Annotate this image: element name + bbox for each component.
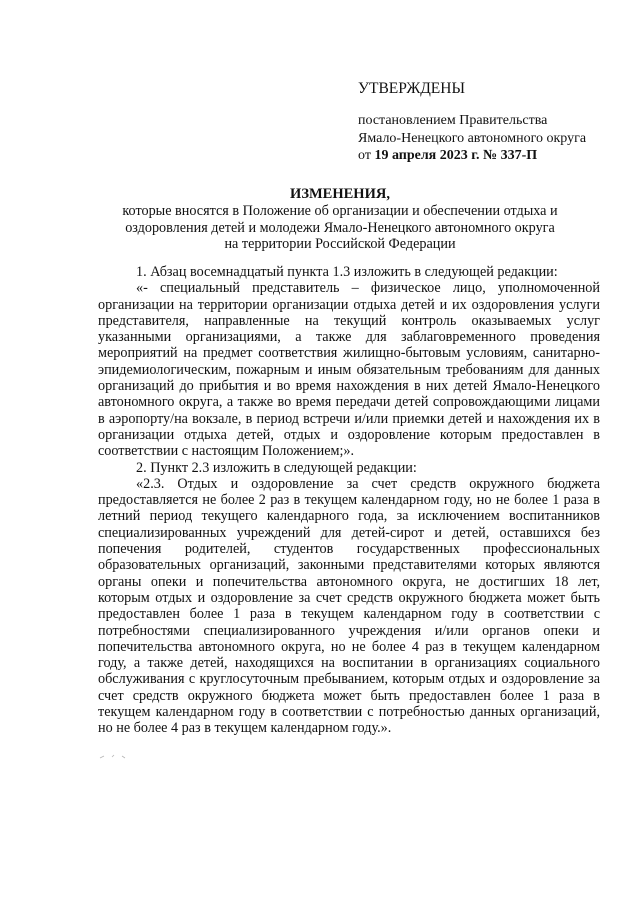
approval-date-line	[358, 147, 618, 165]
heading-line-2: оздоровления детей и молодежи Ямало-Ненецкого автономного округа	[125, 219, 555, 236]
approval-date: 19 апреля 2023 г. № 337-П	[374, 148, 538, 163]
document-heading	[80, 186, 600, 253]
approval-title: УТВЕРЖДЕНЫ	[358, 80, 465, 97]
document-body	[98, 264, 600, 737]
paragraph-4: «2.3. Отдых и оздоровление за счет средств окружного бюджета предоставляется не более 2 раз в текущем календарном году, но не более 1 раза в летний период текущего календарного года, за исключением воспитанников специализированных учреждений для детей-сирот и детей, оставшихся без попечения родителей, студентов государственных профессиональных образовательных организаций, законными представителями которых являются органы опеки и попечительства автономного округа, не достигших 18 лет, которым отдых и оздоровление за счет средств окружного бюджета может быть предоставлен более 1 раза в текущем календарном году в соответствии с потребностями специализированного учреждения и/или органов опеки и попечительства автономного округа, но не более 4 раз в текущем календарном году, а также детей, находящихся на воспитании в организациях социального обслуживания с круглосуточным пребыванием, которым отдых и оздоровление за счет средств окружного бюджета может быть предоставлен более 1 раза в текущем календарном году в соответствии с потребностью данных организаций, но не более 4 раз в текущем календарном году.».	[98, 475, 600, 737]
approval-block	[358, 80, 618, 165]
approval-line-2: Ямало-Ненецкого автономного округа	[358, 130, 587, 146]
approval-date-prefix: от	[358, 148, 371, 163]
scan-mark-icon	[98, 748, 138, 762]
heading-line-3: на территории Российской Федерации	[224, 236, 456, 252]
approval-line-1: постановлением Правительства	[358, 113, 548, 128]
paragraph-3: 2. Пункт 2.3 изложить в следующей редакции:	[136, 459, 417, 476]
paragraph-1: 1. Абзац восемнадцатый пункта 1.3 изложить в следующей редакции:	[136, 264, 558, 280]
paragraph-2: «- специальный представитель – физическое лицо, уполномоченной организации на территории организации отдыха детей и их оздоровления услуги представителя, направленные на текущий контроль оказываемых услуг указанными организациями, а также для заблаговременного проведения мероприятий на предмет соответствия жилищно-бытовым условиям, санитарно-эпидемиологическим, пожарным и иным обязательным требованиям для данных организаций до прибытия и во время нахождения в них детей Ямало-Ненецкого автономного округа, а также во время передачи детей сопровождающими лицами в аэропорту/на вокзале, в период встречи и/или приемки детей и нахождения их в организации отдыха детей, отдых и оздоровление которым предоставлен в соответствии с настоящим Положением;».	[98, 280, 600, 460]
heading-line-1: которые вносятся в Положение об организации и обеспечении отдыха и	[122, 203, 558, 219]
document-title: ИЗМЕНЕНИЯ,	[290, 186, 390, 202]
